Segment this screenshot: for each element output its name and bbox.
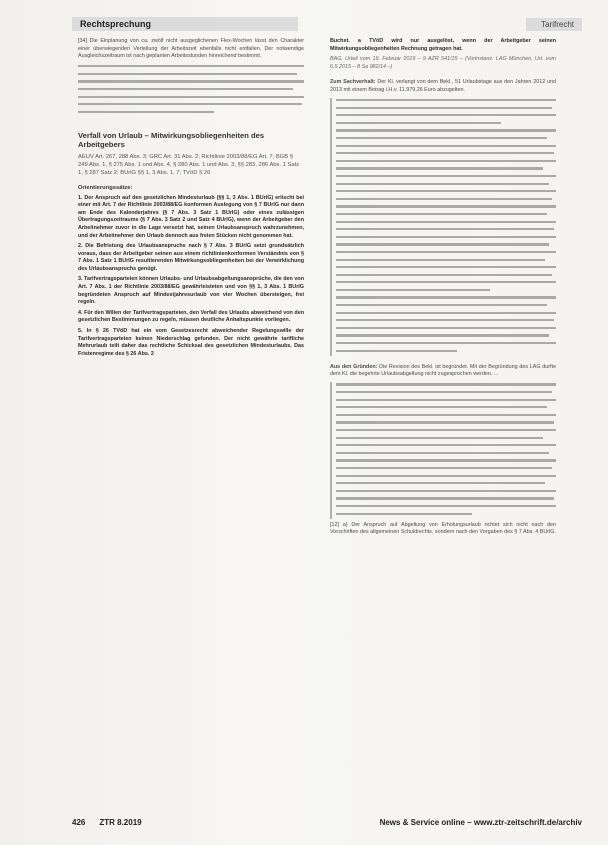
facts-label: Zum Sachverhalt: (330, 79, 376, 86)
guideline-1: 1. Der Anspruch auf den gesetzlichen Mindesturlaub (§§ 1, 3 Abs. 1 BUrlG) erlischt bei einer mit Art. 7 der Richtlinie 2003/88/EG konformen Auslegung von § 7 BUrlG nur dann am Ende des Kalenderjahres (§ 7 Abs. 3 Satz 1 BUrlG) oder eines zulässigen Übertragungszeitraums (§ 7 Abs. 3 Satz 2 und Satz 4 BUrlG), wenn der Arbeitgeber den Arbeitnehmer zuvor in die Lage versetzt hat, seinen Urlaubsanspruch wahrzunehmen, und der Arbeitnehmer den Urlaub dennoch aus freien Stücken nicht genommen hat. (78, 194, 304, 239)
reasons-body (330, 382, 556, 519)
final-paragraph: [12] a) Der Anspruch auf Abgeltung von Erholungsurlaub richtet sich nicht nach den Vorschriften des allgemeinen Schuldrechts, sondern nach den Vorgaben des § 7 Abs. 4 BUrlG. (330, 521, 556, 536)
norms-list: AEUV Art. 267, 288 Abs. 3; GRC Art. 31 Abs. 2; Richtlinie 2003/88/EG Art. 7; BGB § 249 Abs. 1, § 275 Abs. 1 und Abs. 4, § 280 Abs. 1 und Abs. 3, §§ 283, 286 Abs. 1 Satz 1, § 287 Satz 2; BUrlG §§ 1, 3 Abs. 1, 7; TVöD § 26 (78, 153, 300, 176)
intro-paragraph: [34] Die Einplanung von ca. zwölf nicht ausgeglichenen Flex-Wochen lässt den Charakter einer überwiegenden Verteilung der Arbeitszeit ebenfalls nicht entfallen. Der notwendige Ausgleichszeitraum ist nach geplanten Arbeitsstunden hinreichend bestimmt. (78, 38, 304, 60)
archive-link[interactable]: News & Service online – www.ztr-zeitschrift.de/archiv (379, 817, 582, 827)
area-label: Tarifrecht (526, 18, 582, 31)
facts-body (330, 98, 556, 356)
facts-text: Der Kl. verlangt von dem Bekl., 51 Urlaubstage aus den Jahren 2012 und 2013 mit einem Betrag i.H.v. 11.979,26 Euro abzugelten. (330, 79, 557, 93)
reasons-label: Aus den Gründen: (330, 363, 378, 370)
magazine-issue: ZTR 8.2019 (99, 817, 142, 827)
reasons-text: Die Revision des Bekl. ist begründet. Mit der Begründung des LAG durfte dem Kl. die begehrte Urlaubsabgeltung nicht zugesprochen werden. ... (330, 363, 556, 378)
page-header (72, 14, 582, 34)
guideline-5: 5. In § 26 TVöD hat ein vom Gesetzesrecht abweichender Regelungswille der Tarifvertragsparteien keinen Niederschlag gefunden. Der nicht gewährte tarifliche Mehrurlaub teilt daher das rechtliche Schicksal des gesetzlichen Mindesturlaubs. Das Fristenregime des § 26 Abs. 2 (78, 328, 304, 357)
page-footer (72, 815, 582, 829)
facts-paragraph (330, 79, 556, 94)
body-lines-left-top (78, 64, 304, 117)
right-column (330, 38, 556, 540)
orientation-heading: Orientierungssätze: (78, 184, 133, 191)
guideline-5-continued: Buchst. a TVöD wird nur ausgelöst, wenn der Arbeitgeber seinen Mitwirkungsobliegenheiten Rechnung getragen hat. (330, 38, 556, 52)
section-label: Rechtsprechung (72, 17, 298, 31)
guideline-3: 3. Tarifvertragsparteien können Urlaubs- und Urlaubsabgeltungsansprüche, die den von Art. 7 Abs. 1 der Richtlinie 2003/88/EG gewährleisteten und von §§ 1, 3 Abs. 1 BUrlG begründeten Anspruch auf Mindestjahresurlaub von vier Wochen übersteigen, frei regeln. (78, 276, 304, 306)
case-citation: BAG, Urteil vom 19. Februar 2019 – 9 AZR 541/15 – (Vorinstanz: LAG München, Urt. vom 6.5.2015 – 8 Sa 982/14 –) (330, 56, 556, 70)
guideline-4: 4. Für den Willen der Tarifvertragsparteien, den Verfall des Urlaubs abweichend von den gesetzlichen Bestimmungen zu regeln, müssen deutliche Anhaltspunkte vorliegen. (78, 309, 304, 324)
guideline-2: 2. Die Befristung des Urlaubsanspruchs nach § 7 Abs. 3 BUrlG setzt grundsätzlich voraus, dass der Arbeitgeber seinen aus einem richtlinienkonformen Verständnis von § 7 Abs. 1 Satz 1 BUrlG resultierenden Mitwirkungsobliegenheiten bei der Verwirklichung des Urlaubsanspruchs genügt. (78, 243, 304, 272)
reasons-paragraph (330, 364, 556, 379)
page-number: 426 (72, 817, 86, 827)
article-title: Verfall von Urlaub – Mitwirkungsobliegenheiten des Arbeitgebers (78, 130, 265, 150)
left-column (78, 38, 304, 361)
